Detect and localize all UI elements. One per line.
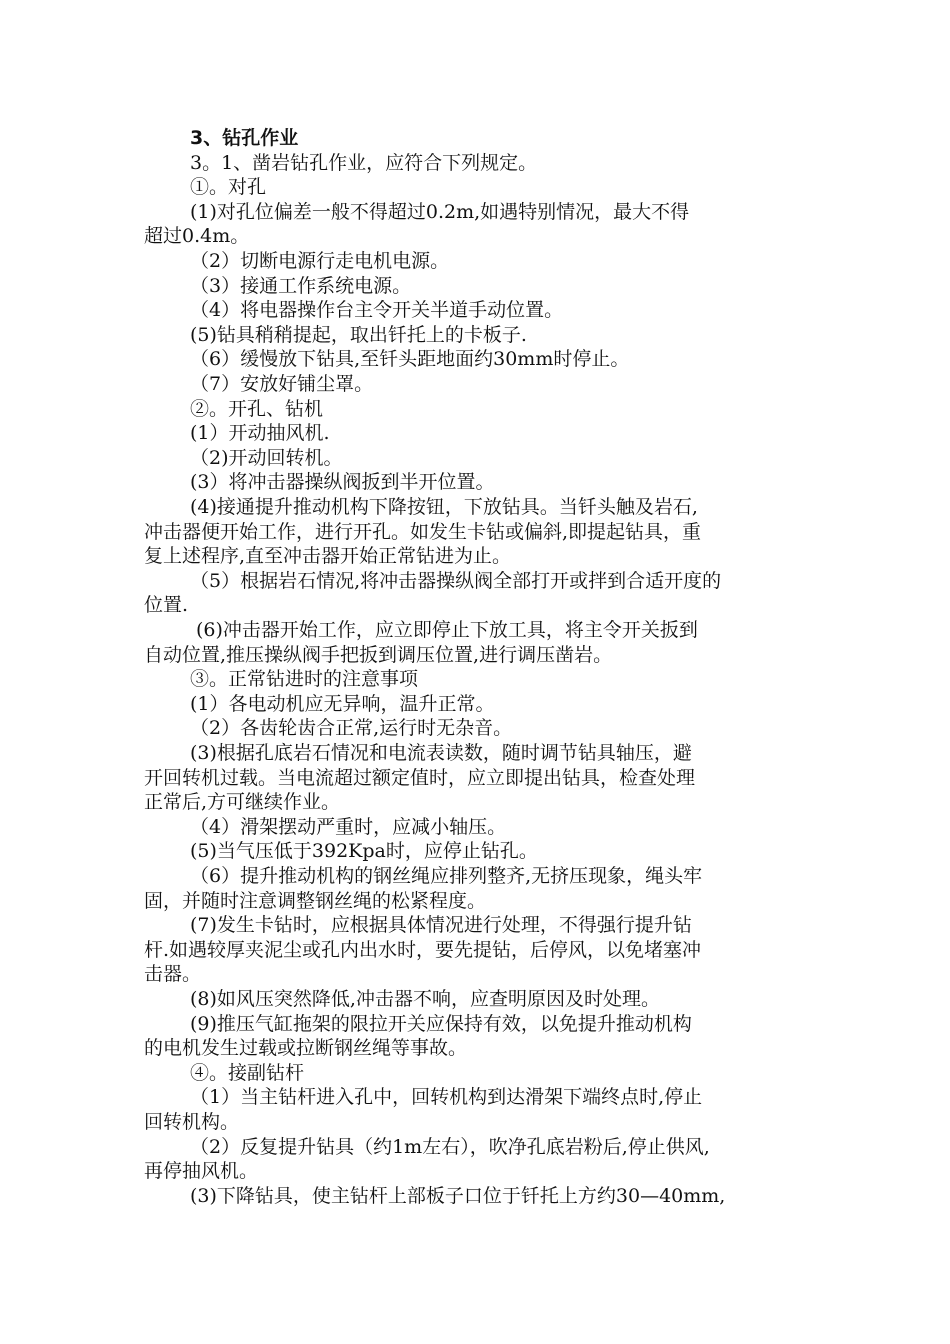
paragraph-line: （2）切断电源行走电机电源。 — [190, 250, 450, 272]
paragraph-line: 复上述程序,直至冲击器开始正常钻进为止。 — [144, 545, 512, 567]
paragraph-line: 击器。 — [144, 963, 202, 985]
item-heading: ④。接副钻杆 — [190, 1062, 305, 1084]
paragraph-line: (3）将冲击器操纵阀扳到半开位置。 — [190, 471, 495, 493]
paragraph-line: (7)发生卡钻时，应根据具体情况进行处理，不得强行提升钻 — [190, 914, 692, 936]
paragraph-line: 的电机发生过载或拉断钢丝绳等事故。 — [144, 1037, 468, 1059]
paragraph-line: (4)接通提升推动机构下降按钮，下放钻具。当钎头触及岩石, — [190, 496, 698, 518]
paragraph-line: (1)对孔位偏差一般不得超过0.2m,如遇特别情况，最大不得 — [190, 201, 690, 223]
paragraph-line: （5）根据岩石情况,将冲击器操纵阀全部打开或拌到合适开度的 — [190, 570, 722, 592]
paragraph-line: 超过0.4m。 — [144, 225, 250, 247]
section-heading: 3、钻孔作业 — [190, 127, 299, 149]
paragraph-line: （3）接通工作系统电源。 — [190, 275, 412, 297]
paragraph-line: （2)开动回转机。 — [190, 447, 343, 469]
paragraph-line: (5)当气压低于392Kpa时，应停止钻孔。 — [190, 840, 538, 862]
paragraph-line: （4）将电器操作台主令开关半道手动位置。 — [190, 299, 564, 321]
paragraph-line: 回转机构。 — [144, 1111, 240, 1133]
paragraph-line: 位置. — [144, 594, 189, 616]
paragraph-line: (5)钻具稍稍提起，取出钎托上的卡板子. — [190, 324, 527, 346]
paragraph-line: （4）滑架摆动严重时，应减小轴压。 — [190, 816, 507, 838]
paragraph-line: (3)下降钻具，使主钻杆上部板子口位于钎托上方约30—40mm, — [190, 1185, 726, 1207]
paragraph-line: (9)推压气缸拖架的限拉开关应保持有效，以免提升推动机构 — [190, 1013, 692, 1035]
paragraph-line: （6）缓慢放下钻具,至钎头距地面约30mm时停止。 — [190, 348, 630, 370]
item-heading: ②。开孔、钻机 — [190, 398, 324, 420]
paragraph-line: 开回转机过载。当电流超过额定值时，应立即提出钻具，检查处理 — [144, 767, 696, 789]
paragraph-line: (6)冲击器开始工作，应立即停止下放工具，将主令开关扳到 — [196, 619, 698, 641]
paragraph-line: 固，并随时注意调整钢丝绳的松紧程度。 — [144, 890, 487, 912]
paragraph-line: (3)根据孔底岩石情况和电流表读数，随时调节钻具轴压，避 — [190, 742, 692, 764]
paragraph-line: （2）反复提升钻具（约1m左右），吹净孔底岩粉后,停止供风, — [190, 1136, 710, 1158]
paragraph-line: （6）提升推动机构的钢丝绳应排列整齐,无挤压现象，绳头牢 — [190, 865, 703, 887]
paragraph-line: 再停抽风机。 — [144, 1160, 259, 1182]
paragraph-line: （2）各齿轮齿合正常,运行时无杂音。 — [190, 717, 513, 739]
paragraph-line: (1）各电动机应无异响，温升正常。 — [190, 693, 495, 715]
paragraph-line: (8)如风压突然降低,冲击器不响，应查明原因及时处理。 — [190, 988, 660, 1010]
paragraph-line: 杆.如遇较厚夹泥尘或孔内出水时，要先提钻，后停风，以免堵塞冲 — [144, 939, 702, 961]
paragraph-line: 冲击器便开始工作，进行开孔。如发生卡钻或偏斜,即提起钻具，重 — [144, 521, 702, 543]
subsection-title: 3。1、凿岩钻孔作业，应符合下列规定。 — [190, 152, 538, 174]
item-heading: ①。对孔 — [190, 176, 267, 198]
paragraph-line: (1）开动抽风机. — [190, 422, 330, 444]
paragraph-line: （1）当主钻杆进入孔中，回转机构到达滑架下端终点时,停止 — [190, 1086, 703, 1108]
item-heading: ③。正常钻进时的注意事项 — [190, 668, 419, 690]
paragraph-line: （7）安放好铺尘罩。 — [190, 373, 374, 395]
paragraph-line: 正常后,方可继续作业。 — [144, 791, 341, 813]
paragraph-line: 自动位置,推压操纵阀手把扳到调压位置,进行调压凿岩。 — [144, 644, 613, 666]
